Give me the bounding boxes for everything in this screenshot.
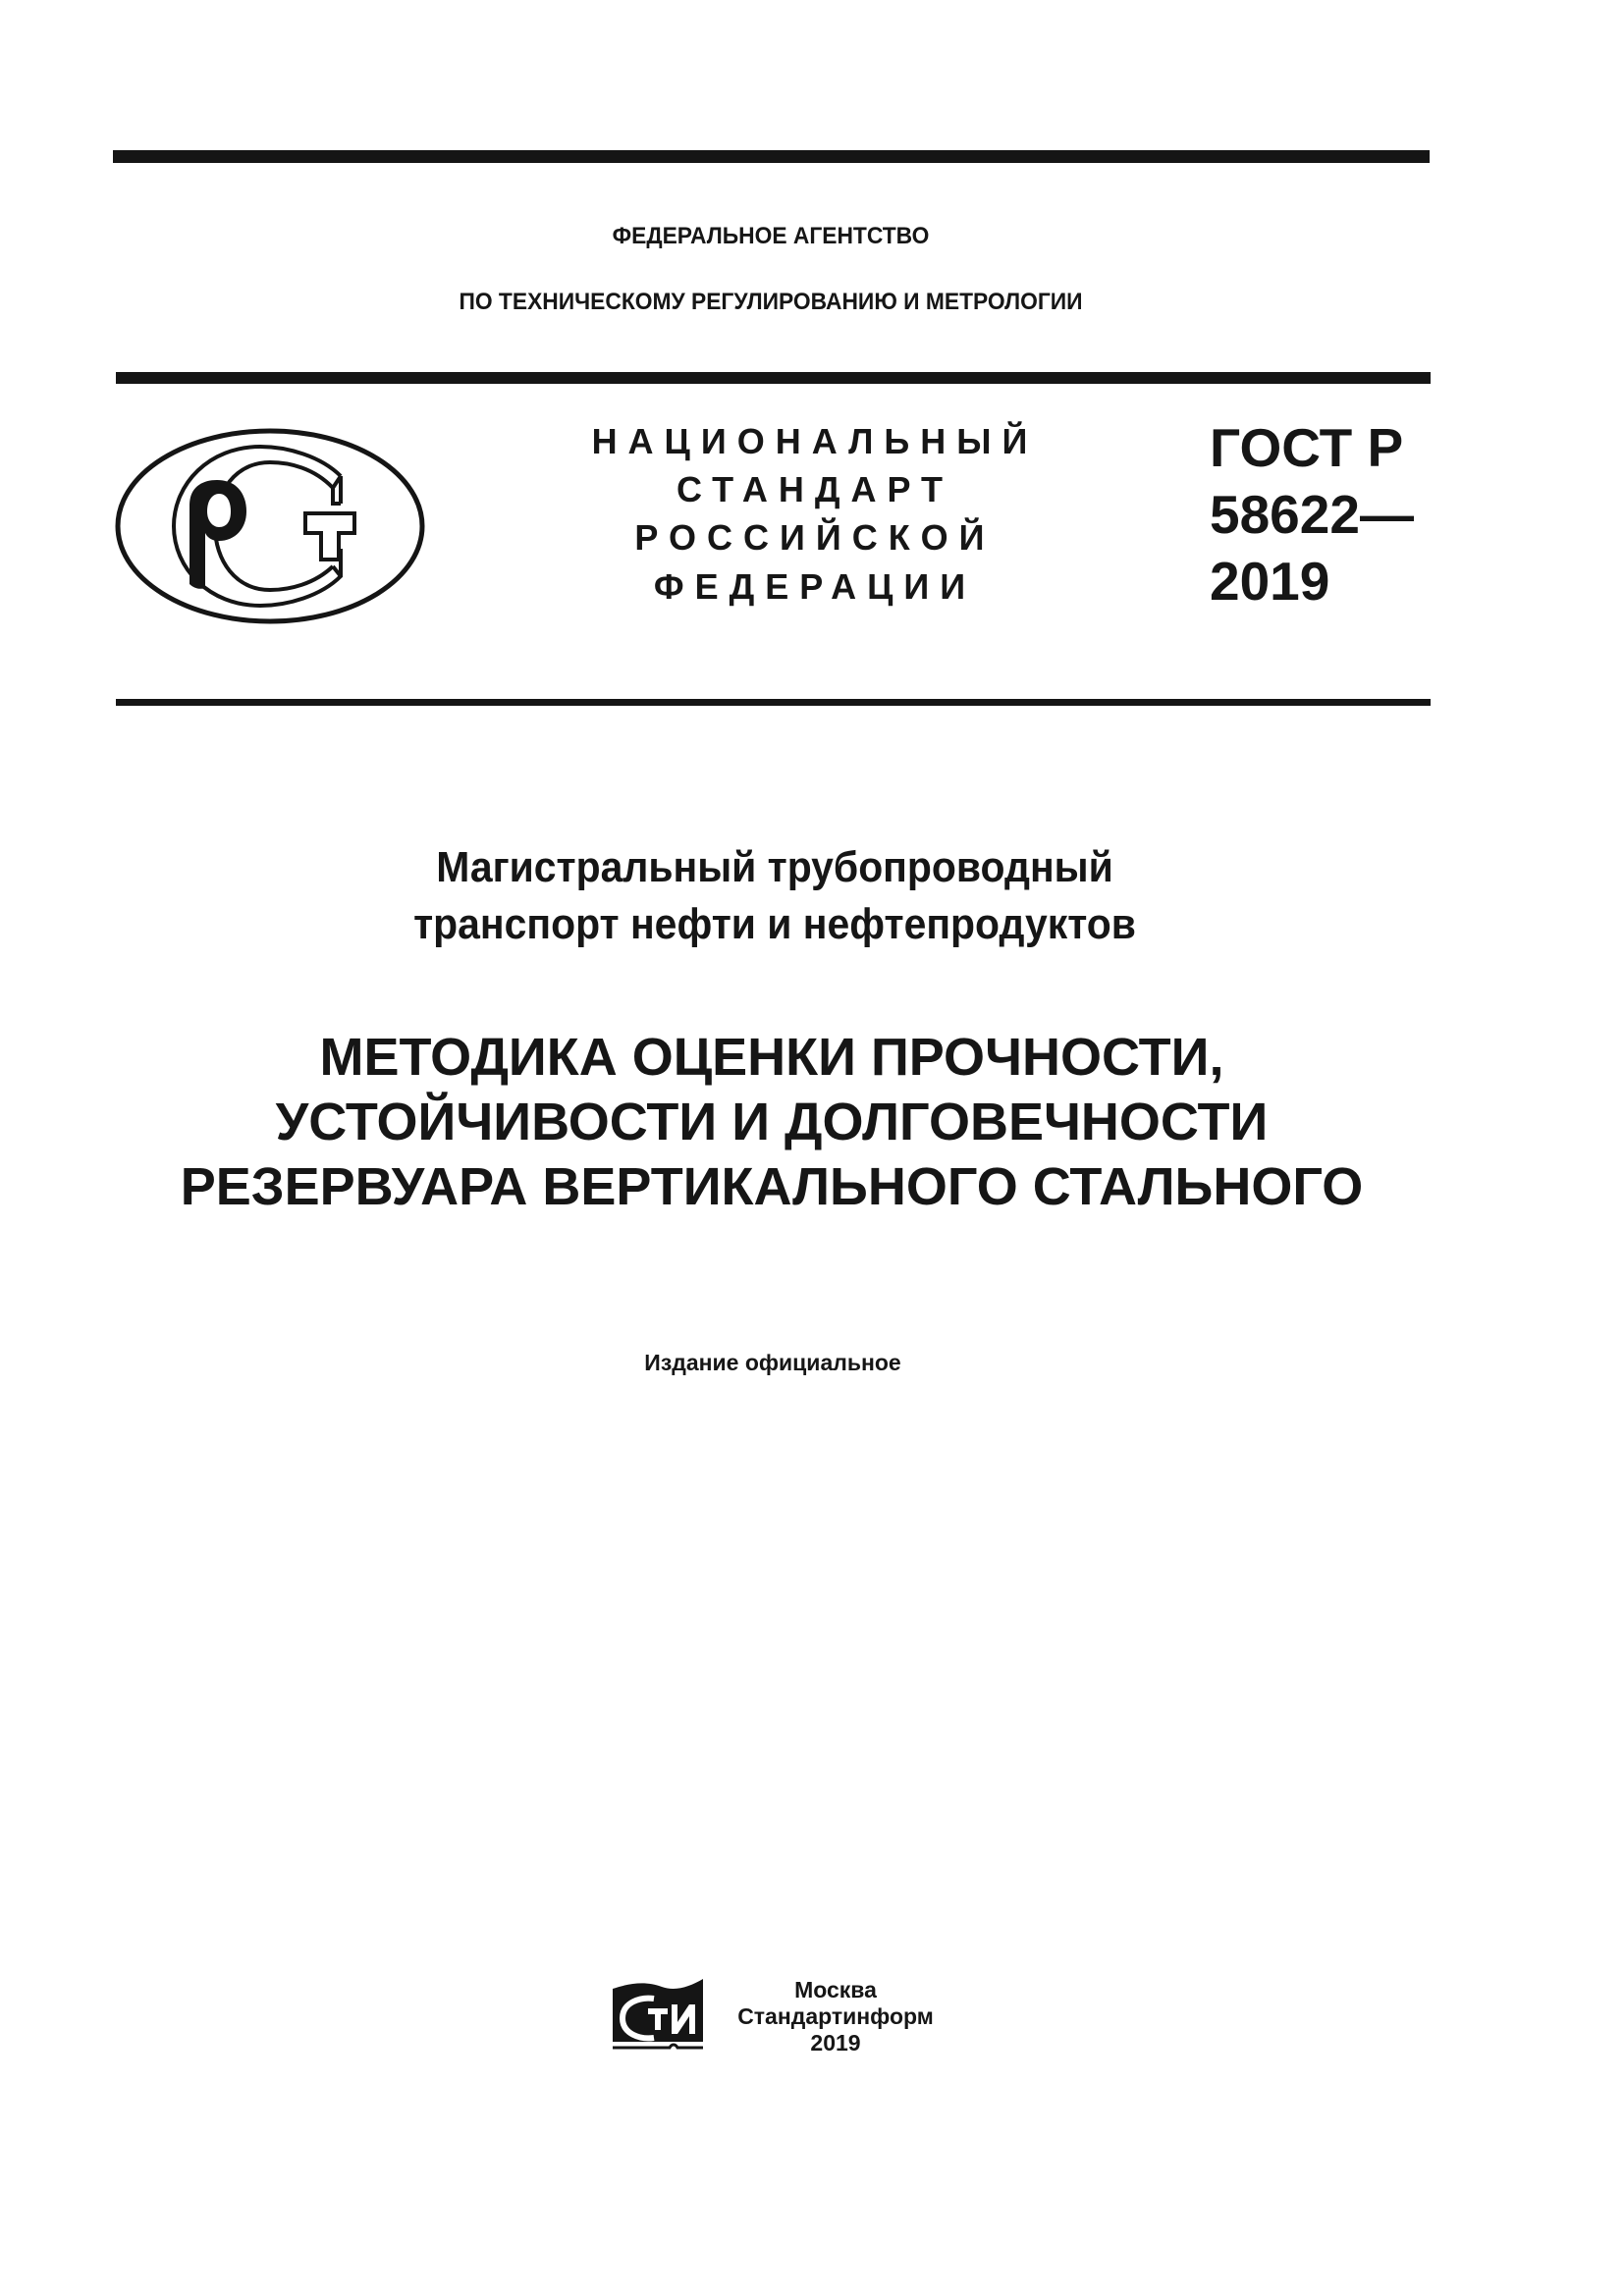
agency-line-1: ФЕДЕРАЛЬНОЕ АГЕНТСТВО: [612, 223, 930, 249]
agency-line-2: ПО ТЕХНИЧЕСКОМУ РЕГУЛИРОВАНИЮ И МЕТРОЛОГИИ: [459, 289, 1083, 315]
edition-label: Издание официальное: [644, 1350, 901, 1375]
header-rule: [116, 372, 1431, 384]
document-subtitle-line: Магистральный трубопроводный: [436, 843, 1113, 891]
standard-designation-line: ГОСТ Р: [1210, 417, 1404, 478]
standartinform-logo-icon: [611, 1977, 707, 2056]
standard-designation-line: 2019: [1210, 551, 1330, 612]
national-standard-line: ФЕДЕРАЦИИ: [653, 566, 977, 607]
document-title-line: РЕЗЕРВУАРА ВЕРТИКАЛЬНОГО СТАЛЬНОГО: [180, 1157, 1364, 1216]
standard-designation-line: 58622—: [1210, 484, 1414, 545]
publisher-city: Москва: [794, 1977, 877, 2002]
document-subtitle-line: транспорт нефти и нефтепродуктов: [413, 900, 1136, 948]
document-title-line: МЕТОДИКА ОЦЕНКИ ПРОЧНОСТИ,: [319, 1028, 1224, 1087]
top-rule: [113, 150, 1430, 163]
standard-block-rule: [116, 699, 1431, 706]
national-standard-line: НАЦИОНАЛЬНЫЙ: [591, 421, 1039, 461]
national-standard-line: СТАНДАРТ: [677, 469, 953, 509]
document-title-line: УСТОЙЧИВОСТИ И ДОЛГОВЕЧНОСТИ: [275, 1093, 1269, 1151]
gost-r-logo-icon: [113, 427, 427, 625]
publisher-year: 2019: [810, 2030, 861, 2056]
national-standard-line: РОССИЙСКОЙ: [634, 517, 996, 558]
publisher-name: Стандартинформ: [737, 2003, 934, 2029]
